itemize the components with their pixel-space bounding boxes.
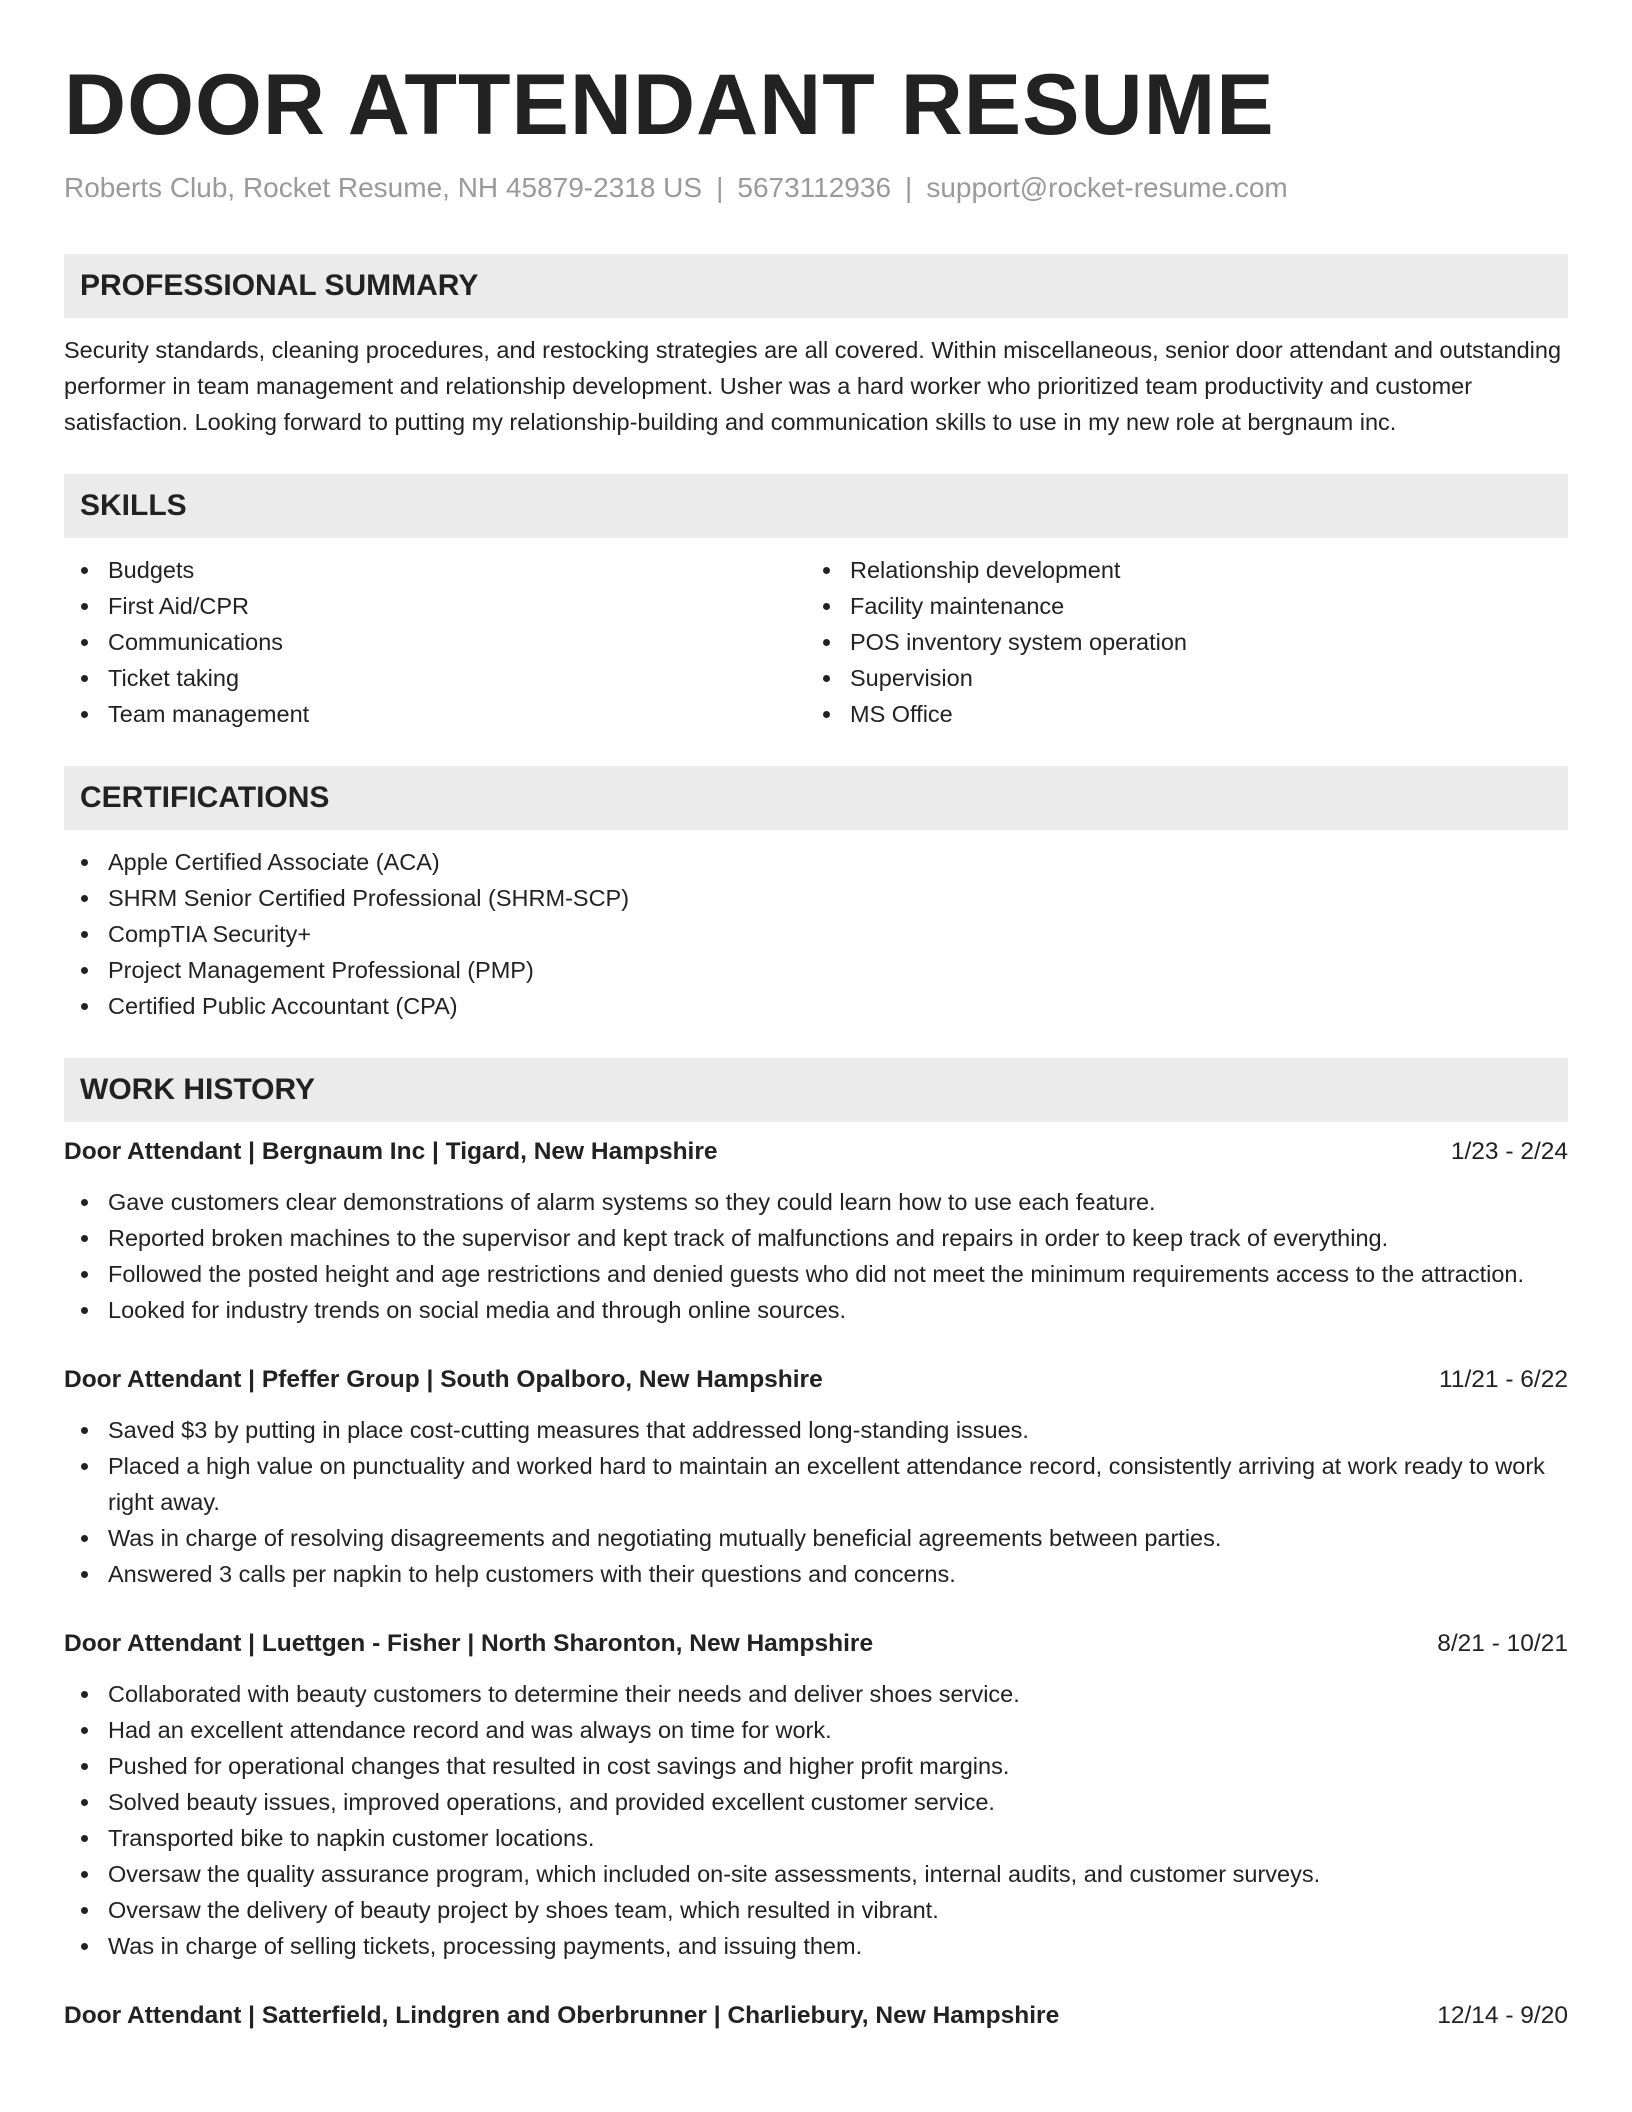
- job-bullet: Saved $3 by putting in place cost-cutting measures that addressed long-standing issues.: [64, 1412, 1568, 1448]
- skills-grid: [64, 552, 1568, 732]
- job-header: [64, 1134, 1568, 1170]
- job-bullet: Transported bike to napkin customer locations.: [64, 1820, 1568, 1856]
- contact-phone: 5673112936: [737, 172, 892, 203]
- section-header-skills: SKILLS: [64, 474, 1568, 538]
- resume-title: DOOR ATTENDANT RESUME: [64, 57, 1275, 153]
- job-bullet: Solved beauty issues, improved operations, and provided excellent customer service.: [64, 1784, 1568, 1820]
- skills-list-left: [64, 552, 806, 732]
- job-bullet: Placed a high value on punctuality and worked hard to maintain an excellent attendance record, consistently arriving at work ready to work right away.: [64, 1448, 1568, 1520]
- job-bullet: Oversaw the delivery of beauty project by shoes team, which resulted in vibrant.: [64, 1892, 1568, 1928]
- job-bullet: Reported broken machines to the supervisor and kept track of malfunctions and repairs in order to keep track of everything.: [64, 1220, 1568, 1256]
- skill-item: Facility maintenance: [806, 588, 1548, 624]
- skill-item: Relationship development: [806, 552, 1548, 588]
- job-header: [64, 1998, 1568, 2034]
- job-dates: 1/23 - 2/24: [1450, 1138, 1568, 1165]
- certification-item: Certified Public Accountant (CPA): [64, 988, 1568, 1024]
- job-bullets: [64, 1412, 1568, 1592]
- job-entry: [64, 1362, 1568, 1592]
- job-title: Door Attendant | Satterfield, Lindgren and Oberbrunner | Charliebury, New Hampshire: [64, 2002, 1060, 2029]
- skill-item: POS inventory system operation: [806, 624, 1548, 660]
- job-entry: [64, 1134, 1568, 1328]
- job-bullet: Was in charge of selling tickets, processing payments, and issuing them.: [64, 1928, 1568, 1964]
- job-bullet: Pushed for operational changes that resulted in cost savings and higher profit margins.: [64, 1748, 1568, 1784]
- job-entry: [64, 1626, 1568, 1964]
- job-header: [64, 1626, 1568, 1662]
- job-entry: [64, 1998, 1568, 2034]
- skill-item: Communications: [64, 624, 806, 660]
- certification-item: Project Management Professional (PMP): [64, 952, 1568, 988]
- skills-list-right: [806, 552, 1548, 732]
- job-bullets: [64, 1184, 1568, 1328]
- job-title: Door Attendant | Bergnaum Inc | Tigard, New Hampshire: [64, 1138, 718, 1165]
- certification-item: CompTIA Security+: [64, 916, 1568, 952]
- job-bullet: Looked for industry trends on social media and through online sources.: [64, 1292, 1568, 1328]
- contact-separator: |: [905, 172, 913, 203]
- skill-item: Budgets: [64, 552, 806, 588]
- skills-column-left: [64, 552, 806, 732]
- contact-email: support@rocket-resume.com: [926, 172, 1288, 203]
- skill-item: MS Office: [806, 696, 1548, 732]
- job-bullet: Oversaw the quality assurance program, which included on-site assessments, internal audits, and customer surveys.: [64, 1856, 1568, 1892]
- job-bullets: [64, 1676, 1568, 1964]
- skills-column-right: [806, 552, 1548, 732]
- certifications-list: [64, 844, 1568, 1024]
- summary-text: Security standards, cleaning procedures, and restocking strategies are all covered. Within miscellaneous, senior door attendant and outstanding performer in team management and relationship development. Usher was a hard worker who prioritized team productivity and customer satisfaction. Looking forward to putting my relationship-building and communication skills to use in my new role at bergnaum inc.: [64, 337, 1562, 435]
- job-dates: 8/21 - 10/21: [1437, 1630, 1568, 1657]
- certification-item: SHRM Senior Certified Professional (SHRM-SCP): [64, 880, 1568, 916]
- job-dates: 12/14 - 9/20: [1437, 2002, 1568, 2029]
- job-title: Door Attendant | Pfeffer Group | South Opalboro, New Hampshire: [64, 1366, 823, 1393]
- certification-item: Apple Certified Associate (ACA): [64, 844, 1568, 880]
- section-header-work-history: WORK HISTORY: [64, 1058, 1568, 1122]
- skill-item: Team management: [64, 696, 806, 732]
- job-bullet: Collaborated with beauty customers to determine their needs and deliver shoes service.: [64, 1676, 1568, 1712]
- section-header-certifications: CERTIFICATIONS: [64, 766, 1568, 830]
- job-bullet: Followed the posted height and age restrictions and denied guests who did not meet the minimum requirements access to the attraction.: [64, 1256, 1568, 1292]
- job-header: [64, 1362, 1568, 1398]
- job-dates: 11/21 - 6/22: [1439, 1366, 1568, 1393]
- resume-page: [64, 0, 1568, 2034]
- job-bullet: Was in charge of resolving disagreements and negotiating mutually beneficial agreements between parties.: [64, 1520, 1568, 1556]
- contact-line: [64, 170, 1568, 206]
- contact-separator: |: [716, 172, 724, 203]
- job-bullet: Gave customers clear demonstrations of alarm systems so they could learn how to use each feature.: [64, 1184, 1568, 1220]
- skill-item: Supervision: [806, 660, 1548, 696]
- skill-item: First Aid/CPR: [64, 588, 806, 624]
- skill-item: Ticket taking: [64, 660, 806, 696]
- job-bullet: Had an excellent attendance record and was always on time for work.: [64, 1712, 1568, 1748]
- job-title: Door Attendant | Luettgen - Fisher | North Sharonton, New Hampshire: [64, 1630, 874, 1657]
- contact-address: Roberts Club, Rocket Resume, NH 45879-2318 US: [64, 172, 703, 203]
- job-bullet: Answered 3 calls per napkin to help customers with their questions and concerns.: [64, 1556, 1568, 1592]
- section-header-summary: PROFESSIONAL SUMMARY: [64, 254, 1568, 318]
